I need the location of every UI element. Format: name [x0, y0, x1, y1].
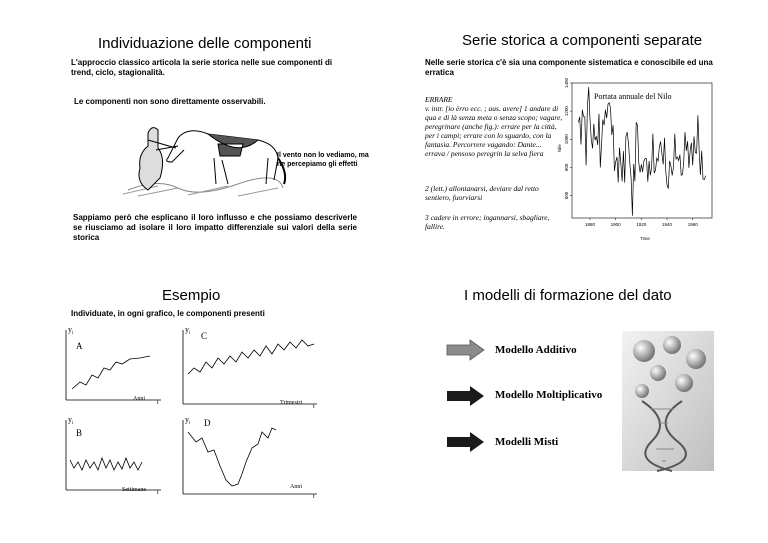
panel-y-label: y	[68, 325, 72, 334]
y-tick-label: 1200	[564, 106, 569, 117]
slide3-subtitle: Individuate, in ogni grafico, le componenti presenti	[71, 309, 265, 318]
dna-molecule-image	[622, 331, 714, 471]
slide3-title: Esempio	[162, 287, 221, 304]
panel-letter: D	[204, 418, 211, 428]
panel-x-label: Trimestri	[280, 400, 303, 406]
y-tick-label: 800	[564, 163, 569, 172]
dict-definition-2: 2 (lett.) allontanarsi, deviare dal retto sentiero, fuorviarsi	[425, 184, 539, 202]
slide1-wind-caption: Il vento non lo vediamo, ma ne percepiamo gli effetti	[277, 152, 369, 168]
arrow-multiplicative-icon	[446, 385, 486, 407]
x-tick-label: 1920	[636, 222, 647, 227]
x-tick-label: 1940	[662, 222, 673, 227]
y-tick-label: 1000	[564, 134, 569, 145]
slide1-intro: L'approccio classico articola la serie storica nelle sue componenti di trend, ciclo, stagionalità.	[71, 58, 333, 77]
x-tick-label: 1900	[610, 222, 621, 227]
dict-definition-3: 3 cadere in errore; ingannarsi, sbagliare, fallire.	[425, 213, 550, 231]
panel-y-subscript: i	[189, 331, 191, 336]
dict-definition-1: v. intr. [io èrro ecc. ; aus. avere] 1 andare di qua e di là senza meta o senza scopo; vagare, peregrinare (anche fig.): errare per la città, per i campi; errare con lo sguardo, con la fantasia. Percorrere vagando: Dante... errava / pensoso peregrin la selva fiera	[425, 104, 563, 158]
slide1-conclusion: Sappiamo però che esplicano il loro influsso e che possiamo descriverle se riusciamo ad isolare il loro impatto differenziale sui valori della serie storica	[73, 213, 357, 242]
panel-x-label: Settimane	[122, 487, 146, 493]
arrow-additive-icon	[446, 339, 486, 361]
chart-ylabel: Nile	[557, 144, 562, 152]
x-tick-label: 1880	[584, 222, 595, 227]
slide1-not-observable: Le componenti non sono direttamente osservabili.	[74, 97, 266, 106]
panel-y-label: y	[185, 415, 189, 424]
panel-x-label: Anni	[290, 484, 302, 490]
panel-y-label: y	[185, 325, 189, 334]
slide4-title: I modelli di formazione del dato	[464, 287, 672, 304]
panel-x-label: Anni	[133, 396, 145, 402]
model-additive: Modello Additivo	[495, 344, 577, 356]
panel-letter: B	[76, 428, 83, 438]
panel-letter: C	[201, 331, 208, 341]
panel-y-subscript: i	[72, 331, 74, 336]
panel-t-label: t	[157, 400, 159, 406]
panel-t-label: t	[313, 404, 315, 410]
panel-t-label: t	[313, 494, 315, 500]
model-multiplicative: Modello Moltiplicativo	[495, 389, 603, 401]
y-tick-label: 600	[564, 191, 569, 200]
arrow-mixed-icon	[446, 431, 486, 453]
panel-letter: A	[76, 341, 83, 351]
panel-t-label: t	[157, 490, 159, 496]
x-tick-label: 1960	[687, 222, 698, 227]
chart-title: Portata annuale del Nilo	[594, 92, 672, 101]
slide2-intro: Nelle serie storica c'è sia una componente sistematica e conoscibile ed una erratica	[425, 58, 713, 77]
y-tick-label: 1400	[564, 77, 569, 89]
slide1-title: Individuazione delle componenti	[98, 35, 312, 52]
chart-xlabel: Time	[640, 236, 650, 241]
panel-y-subscript: i	[72, 421, 74, 426]
panel-curve	[188, 428, 276, 486]
panel-y-label: y	[68, 415, 72, 424]
panel-curve	[188, 340, 314, 374]
panel-curve	[72, 356, 150, 389]
slide2-title: Serie storica a componenti separate	[462, 32, 703, 49]
dict-headword: ERRARE	[425, 95, 453, 104]
panel-y-subscript: i	[189, 421, 191, 426]
model-mixed: Modelli Misti	[495, 436, 559, 448]
panel-curve	[70, 458, 142, 470]
